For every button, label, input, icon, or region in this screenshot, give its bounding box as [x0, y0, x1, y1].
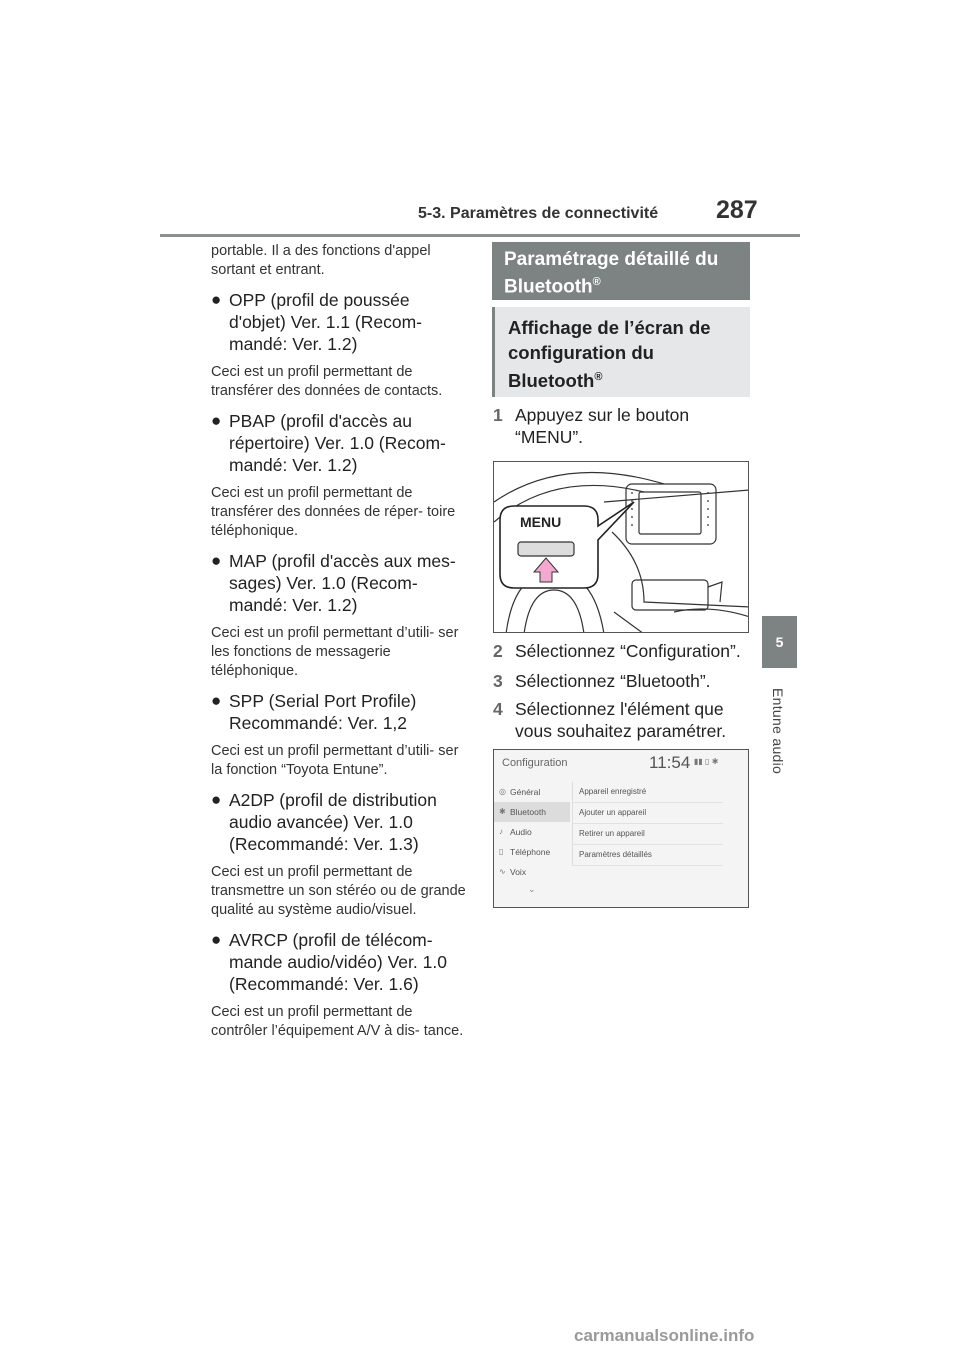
configuration-screen-figure — [493, 749, 749, 908]
menu-item-label: Général — [510, 787, 541, 797]
screen-title: Configuration — [502, 757, 568, 769]
menu-item-label: Bluetooth — [510, 807, 546, 817]
profile-desc: Ceci est un profil permettant de transférer des données de contacts. — [211, 364, 443, 399]
registered-mark: ® — [594, 371, 603, 383]
sub-heading — [492, 307, 750, 397]
menu-item-general[interactable] — [494, 782, 570, 802]
side-tab-number: 5 — [762, 616, 797, 668]
profile-title: A2DP (profil de distribution audio avancée) Ver. 1.0 (Recommandé: Ver. 1.3) — [229, 790, 437, 854]
lock-icon: ▯ — [705, 757, 710, 766]
step-1 — [493, 404, 723, 448]
screen-clock: 11:54 — [649, 753, 691, 772]
menu-item-bluetooth[interactable] — [494, 802, 570, 822]
profile-desc: Ceci est un profil permettant d’utili- ser la fonction “Toyota Entune”. — [211, 743, 459, 778]
profile-desc: Ceci est un profil permettant de contrôler l’équipement A/V à dis- tance. — [211, 1004, 464, 1039]
step-number: 4 — [493, 699, 503, 719]
step-2 — [493, 640, 753, 662]
step-text: Sélectionnez “Configuration”. — [515, 641, 741, 661]
section-heading — [492, 242, 750, 300]
profile-item — [211, 690, 471, 780]
profile-desc: Ceci est un profil permettant de transférer des données de réper- toire téléphonique. — [211, 485, 456, 539]
profile-desc: Ceci est un profil permettant d’utili- ser les fonctions de messagerie téléphonique. — [211, 625, 459, 679]
bullet-icon: ● — [211, 691, 222, 710]
chevron-down-icon[interactable]: ⌄ — [528, 884, 536, 894]
menu-button-figure — [493, 461, 749, 633]
status-icons — [694, 757, 718, 766]
dashboard-illustration — [494, 462, 749, 633]
watermark: carmanualsonline.info — [574, 1326, 755, 1345]
step-number: 3 — [493, 671, 503, 691]
step-text: Sélectionnez “Bluetooth”. — [515, 671, 711, 691]
profile-item — [211, 289, 471, 401]
side-tab-label: Entune audio — [770, 688, 786, 775]
profile-title: AVRCP (profil de télécom- mande audio/vidéo) Ver. 1.0 (Recommandé: Ver. 1.6) — [229, 930, 447, 994]
step-4 — [493, 698, 733, 742]
phone-icon: ▯ — [499, 847, 504, 856]
profile-item — [211, 929, 471, 1041]
profile-item — [211, 410, 471, 541]
profile-item — [211, 789, 471, 920]
bullet-icon: ● — [211, 790, 222, 809]
header-rule — [160, 234, 800, 237]
sub-heading-text: Affichage de l’écran de configuration du Bluetooth — [508, 317, 711, 392]
option-registered-device[interactable]: Appareil enregistré — [573, 782, 723, 803]
menu-button-label: MENU — [520, 514, 562, 530]
signal-icon: ▮▮ — [694, 757, 703, 766]
bullet-icon: ● — [211, 551, 222, 570]
option-detailed-settings[interactable]: Paramètres détaillés — [573, 845, 723, 866]
menu-item-phone[interactable] — [494, 842, 570, 862]
bullet-icon: ● — [211, 411, 222, 430]
left-column — [211, 242, 471, 1047]
bluetooth-icon: ✱ — [711, 757, 719, 766]
music-note-icon: ♪ — [499, 827, 503, 836]
header-title: 5-3. Paramètres de connectivité — [418, 205, 659, 222]
profile-item — [211, 550, 471, 681]
profile-desc: Ceci est un profil permettant de transmettre un son stéréo ou de grande qualité au système audio/visuel. — [211, 864, 466, 918]
profile-title: SPP (Serial Port Profile) Recommandé: Ver. 1,2 — [229, 691, 417, 733]
section-heading-text: Paramétrage détaillé du Bluetooth — [504, 249, 719, 298]
step-text: Sélectionnez l'élément que vous souhaitez paramétrer. — [515, 699, 727, 741]
step-number: 1 — [493, 405, 503, 425]
profile-title: PBAP (profil d'accès au répertoire) Ver. 1.0 (Recom- mandé: Ver. 1.2) — [229, 411, 446, 475]
option-add-device[interactable]: Ajouter un appareil — [573, 803, 723, 824]
screen-options-list — [572, 782, 723, 866]
profile-title: MAP (profil d'accès aux mes- sages) Ver. 1.0 (Recom- mandé: Ver. 1.2) — [229, 551, 456, 615]
option-remove-device[interactable]: Retirer un appareil — [573, 824, 723, 845]
menu-item-label: Téléphone — [510, 847, 551, 857]
registered-mark: ® — [592, 276, 601, 288]
step-3 — [493, 670, 753, 692]
menu-item-label: Audio — [510, 827, 532, 837]
voice-icon: ∿ — [499, 867, 506, 876]
intro-text: portable. Il a des fonctions d'appel sortant et entrant. — [211, 243, 431, 278]
bullet-icon: ● — [211, 290, 222, 309]
step-number: 2 — [493, 641, 503, 661]
menu-item-audio[interactable] — [494, 822, 570, 842]
menu-item-voice[interactable] — [494, 862, 570, 882]
screen-menu — [494, 782, 570, 882]
page-number: 287 — [716, 196, 758, 224]
step-text: Appuyez sur le bouton “MENU”. — [515, 405, 690, 447]
bullet-icon: ● — [211, 930, 222, 949]
bluetooth-icon: ✱ — [499, 807, 506, 816]
menu-item-label: Voix — [510, 867, 527, 877]
gear-icon: ◎ — [499, 787, 506, 796]
profile-title: OPP (profil de poussée d'objet) Ver. 1.1 (Recom- mandé: Ver. 1.2) — [229, 290, 423, 354]
